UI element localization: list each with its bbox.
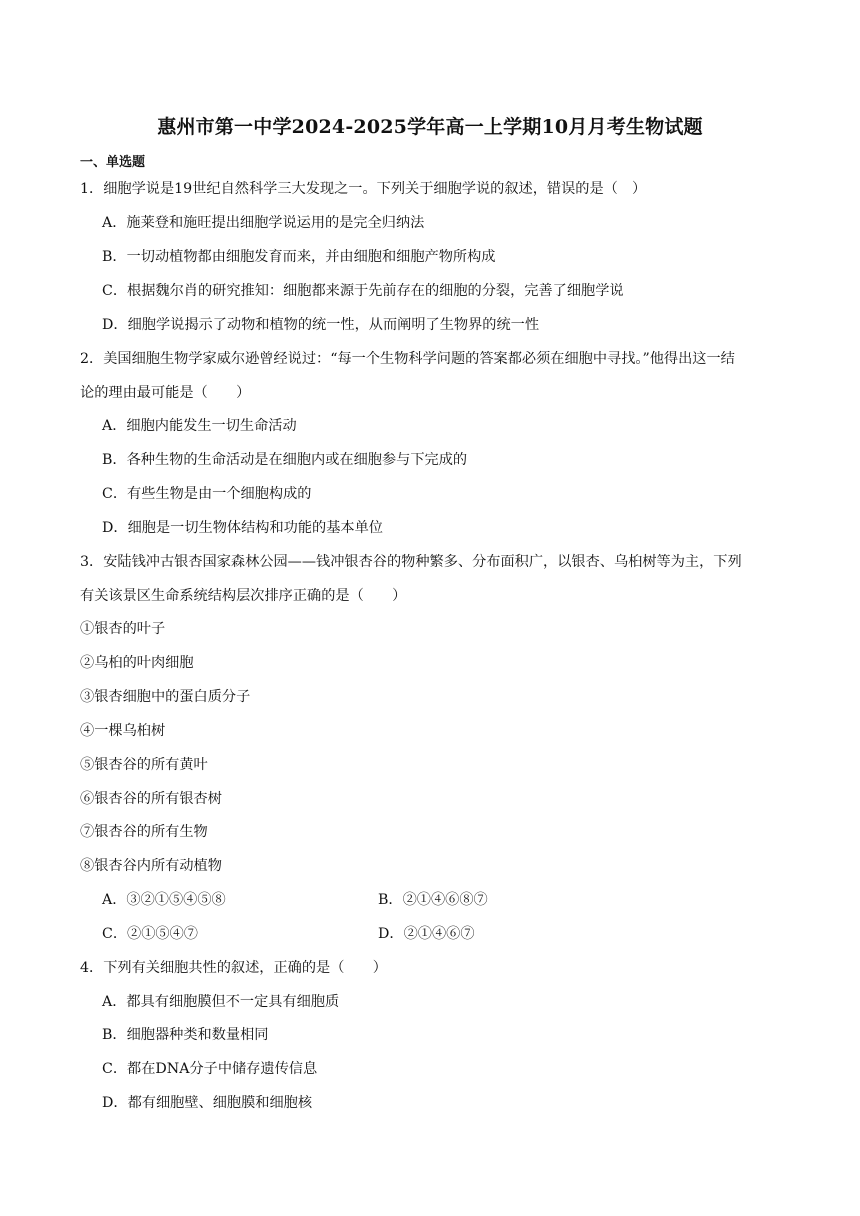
question-2-option-c: C．有些生物是由一个细胞构成的 bbox=[102, 486, 312, 502]
question-2-option-b: B．各种生物的生命活动是在细胞内或在细胞参与下完成的 bbox=[102, 452, 468, 468]
question-3-option-d: D．②①④⑥⑦ bbox=[378, 926, 475, 942]
section-heading: 一、单选题 bbox=[80, 155, 146, 170]
question-1-option-a: A．施莱登和施旺提出细胞学说运用的是完全归纳法 bbox=[102, 215, 425, 231]
question-2-stem-line-1: 2．美国细胞生物学家威尔逊曾经说过：“每一个生物科学问题的答案都必须在细胞中寻找。”他得出这一结 bbox=[80, 351, 735, 367]
question-1-stem: 1．细胞学说是19世纪自然科学三大发现之一。下列关于细胞学说的叙述，错误的是（ ） bbox=[80, 181, 647, 197]
question-2-option-d: D．细胞是一切生物体结构和功能的基本单位 bbox=[102, 520, 383, 536]
exam-title: 惠州市第一中学2024-2025学年高一上学期10月月考生物试题 bbox=[157, 116, 703, 138]
question-4-option-d: D．都有细胞壁、细胞膜和细胞核 bbox=[102, 1095, 313, 1111]
question-1-option-b: B．一切动植物都由细胞发育而来，并由细胞和细胞产物所构成 bbox=[102, 249, 496, 265]
question-3-stem-line-2: 有关该景区生命系统结构层次排序正确的是（ ） bbox=[80, 588, 407, 604]
question-4-option-b: B．细胞器种类和数量相同 bbox=[102, 1027, 269, 1043]
question-3-item-2: ②乌桕的叶肉细胞 bbox=[80, 655, 194, 671]
question-3-item-3: ③银杏细胞中的蛋白质分子 bbox=[80, 689, 251, 705]
question-3-item-8: ⑧银杏谷内所有动植物 bbox=[80, 858, 222, 874]
question-4-option-c: C．都在DNA分子中储存遗传信息 bbox=[102, 1061, 318, 1077]
question-3-option-b: B．②①④⑥⑧⑦ bbox=[378, 892, 488, 908]
question-3-item-1: ①银杏的叶子 bbox=[80, 621, 166, 637]
question-4-stem: 4．下列有关细胞共性的叙述，正确的是（ ） bbox=[80, 960, 387, 976]
question-1-option-c: C．根据魏尔肖的研究推知：细胞都来源于先前存在的细胞的分裂，完善了细胞学说 bbox=[102, 283, 624, 299]
question-3-option-a: A．③②①⑤④⑤⑧ bbox=[102, 892, 226, 908]
question-4-option-a: A．都具有细胞膜但不一定具有细胞质 bbox=[102, 994, 340, 1010]
question-2-stem-line-2: 论的理由最可能是（ ） bbox=[80, 385, 251, 401]
question-3-option-c: C．②①⑤④⑦ bbox=[102, 926, 198, 942]
question-1-option-d: D．细胞学说揭示了动物和植物的统一性，从而阐明了生物界的统一性 bbox=[102, 317, 540, 333]
question-3-item-7: ⑦银杏谷的所有生物 bbox=[80, 824, 208, 840]
question-3-item-6: ⑥银杏谷的所有银杏树 bbox=[80, 791, 222, 807]
question-3-item-5: ⑤银杏谷的所有黄叶 bbox=[80, 757, 208, 773]
question-3-item-4: ④一棵乌桕树 bbox=[80, 723, 166, 739]
question-3-stem-line-1: 3．安陆钱冲古银杏国家森林公园——钱冲银杏谷的物种繁多、分布面积广，以银杏、乌桕树等为主，下列 bbox=[80, 554, 742, 570]
question-2-option-a: A．细胞内能发生一切生命活动 bbox=[102, 418, 297, 434]
